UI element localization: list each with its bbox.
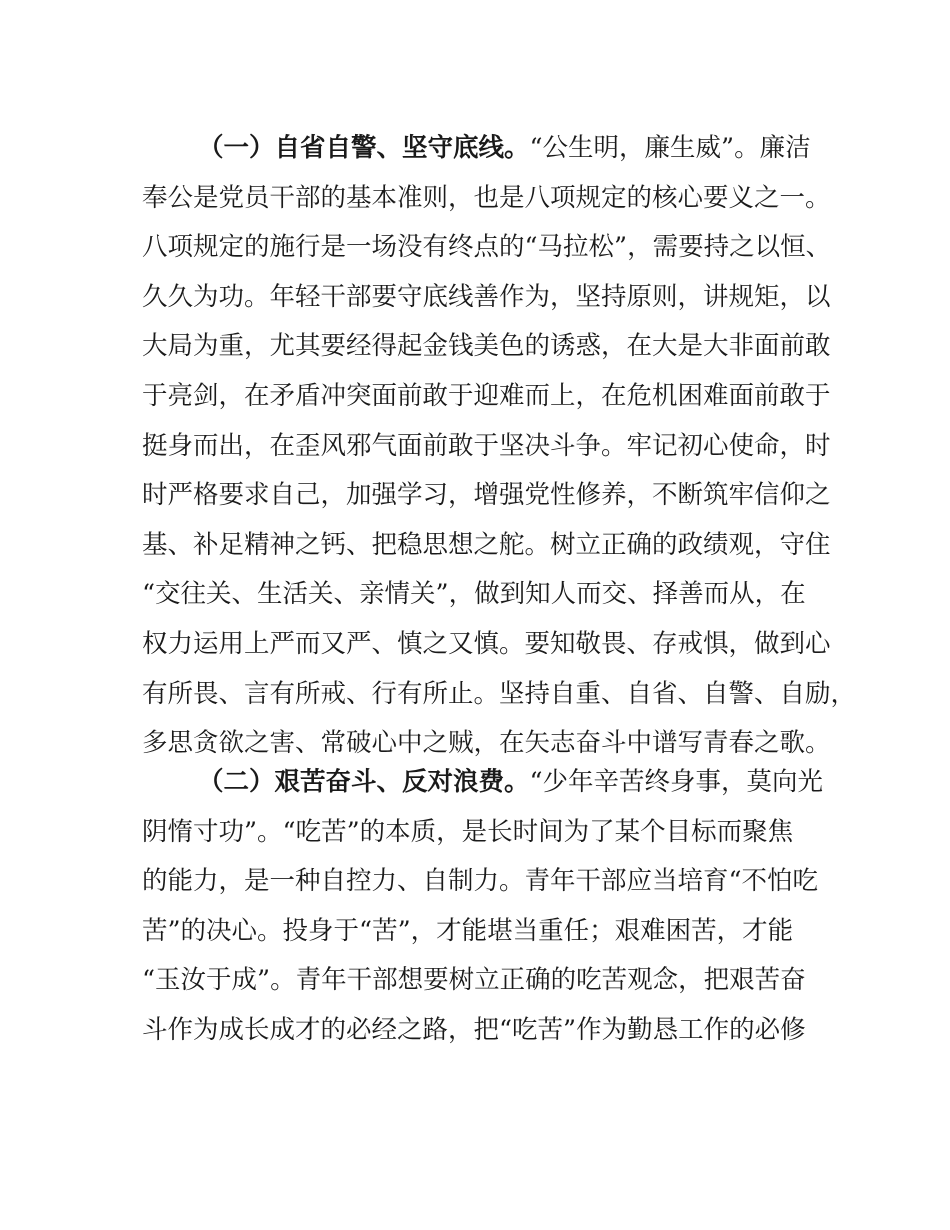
paragraph-first-line bbox=[142, 758, 842, 808]
body-line: 八项规定的施行是一场没有终点的“马拉松”，需要持之以恒、 bbox=[142, 232, 832, 263]
body-line: 的能力，是一种自控力、自制力。青年干部应当培育“不怕吃 bbox=[142, 866, 819, 897]
body-line: 奉公是党员干部的基本准则，也是八项规定的核心要义之一。 bbox=[142, 182, 831, 213]
body-line: 时严格要求自己，加强学习，增强党性修养，不断筑牢信仰之 bbox=[142, 480, 831, 511]
body-line: “玉汝于成”。青年干部想要树立正确的吃苦观念，把艰苦奋 bbox=[142, 965, 806, 996]
body-line: 有所畏、言有所戒、行有所止。坚持自重、自省、自警、自励， bbox=[142, 678, 857, 709]
section-heading: （一）自省自警、坚守底线。 bbox=[198, 133, 530, 163]
body-line: 多思贪欲之害、常破心中之贼，在矢志奋斗中谱写青春之歌。 bbox=[142, 728, 831, 759]
paragraph-self-reflection bbox=[142, 124, 857, 769]
paragraph-hard-work bbox=[142, 758, 842, 1056]
body-line: 基、补足精神之钙、把稳思想之舵。树立正确的政绩观，守住 bbox=[142, 529, 831, 560]
body-line: 挺身而出，在歪风邪气面前敢于坚决斗争。牢记初心使命，时 bbox=[142, 430, 831, 461]
body-line: 于亮剑，在矛盾冲突面前敢于迎难而上，在危机困难面前敢于 bbox=[142, 380, 831, 411]
body-line: 大局为重，尤其要经得起金钱美色的诱惑，在大是大非面前敢 bbox=[142, 331, 831, 362]
body-line: 久久为功。年轻干部要守底线善作为，坚持原则，讲规矩，以 bbox=[142, 281, 831, 312]
body-line: 阴惰寸功”。“吃苦”的本质，是长时间为了某个目标而聚焦 bbox=[142, 816, 794, 847]
body-line: 苦”的决心。投身于“苦”，才能堪当重任；艰难困苦，才能 bbox=[142, 915, 794, 946]
body-line: 权力运用上严而又严、慎之又慎。要知敬畏、存戒惧，做到心 bbox=[142, 628, 831, 659]
body-text: “公生明，廉生威”。廉洁 bbox=[529, 133, 811, 163]
paragraph-first-line bbox=[142, 124, 842, 174]
section-heading: （二）艰苦奋斗、反对浪费。 bbox=[198, 767, 530, 797]
body-text: “少年辛苦终身事，莫向光 bbox=[529, 767, 824, 797]
body-line: “交往关、生活关、亲情关”，做到知人而交、择善而从，在 bbox=[142, 579, 806, 610]
body-line: 斗作为成长成才的必经之路，把“吃苦”作为勤恳工作的必修 bbox=[142, 1014, 806, 1045]
